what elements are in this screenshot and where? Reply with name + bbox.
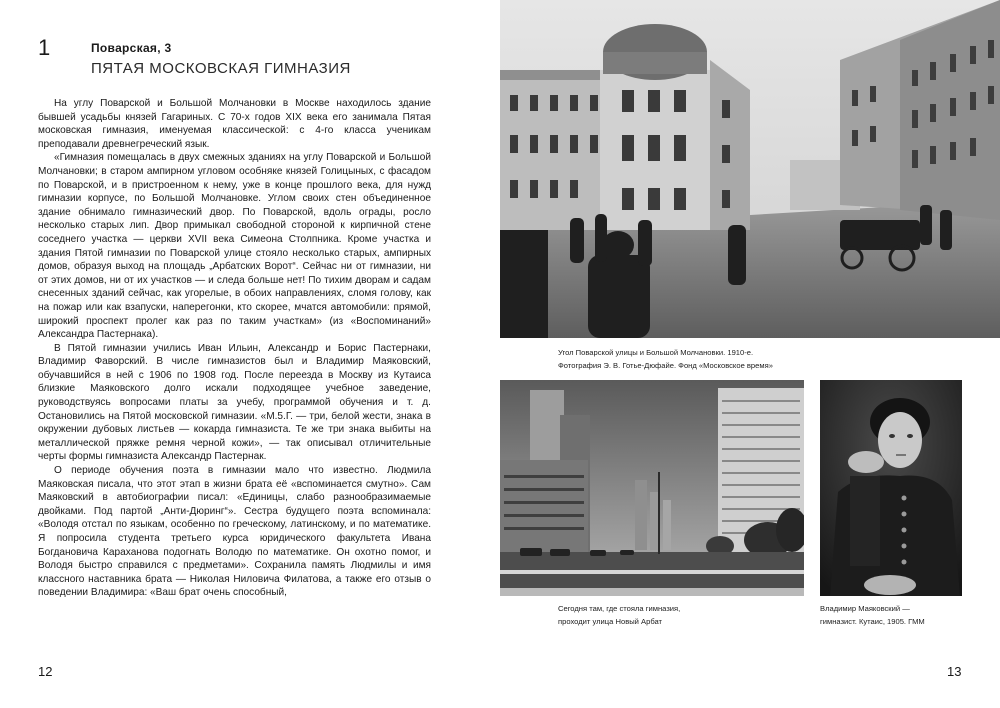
- paragraph: В Пятой гимназии учились Иван Ильин, Александр и Борис Пастернаки, Владимир Фаворский. В числе гимназистов был и Владимир Маяковский, обучавшийся в ней с 1906 по 1908 год. После переезда в Москву из Кутаиса близкие Маяковского долго искали подходящее учебное заведение, руководствуясь вопросами платы за учебу, программой обучения и т. д. Остановились на Пятой московской гимназии. «М.5.Г. — три, белой жести, знака в окружении дубовых листьев — кокарда гимназиста. Те же три знака выбиты на металлической пряжке ремня черной кожи», — так описывал отличительные черты формы гимназиста Александр Пастернак.: [38, 342, 431, 463]
- paragraph: О периоде обучения поэта в гимназии мало что известно. Людмила Маяковская писала, что этот этап в жизни брата её «вспоминается смутно». Сам Маяковский в автобиографии писал: «Единицы, слабо разнообразимаемые двойками. Под партой „Анти-Дюринг“». Сестра будущего поэта вспоминала: «Володя отстал по языкам, особенно по греческому, латинскому, и по математике. Я попросила студента третьего курса юридического факультета Ивана Богдановича Караханова подогнать Володю по математике. Он охотно помог, и Володя быстро справился с предметами». Сохранила память Людмилы и имя классного наставника брата — Николая Ниловича Филатова, а также его отзыв о поведении Владимира: «Ваш брат очень способный,: [38, 465, 431, 599]
- modern-avenue-photo: [500, 380, 804, 596]
- paragraph: На углу Поварской и Большой Молчановки в Москве находилось здание бывшей усадьбы князей Гагариных. С 70-х годов XIX века его занимала Пятая московская гимназия, именуемая классической: с 4-го класса ученикам преподавали древнегреческий язык.: [38, 98, 431, 150]
- caption-line: проходит улица Новый Арбат: [558, 617, 663, 626]
- paragraph: «Гимназия помещалась в двух смежных зданиях на углу Поварской и Большой Молчановки; в старом ампирном угловом особняке князей Голицыных, с фасадом по Поварской, и в пристроенном к нему, уже в конце прошлого века, для нужд гимназии корпусе, по Большой Молчановке. Углом своих стен объединенное здание обнимало гимназический двор. По Поварской, вдоль ограды, росло несколько старых лип. Двор примыкал свободной стороной к кирпичной стене соседнего участка — церкви XVII века Симеона Столпника. Кроме участка и здания Пятой гимназии по Поварской улице стояло несколько старых, ампирных домов, образуя выход на площадь „Арбатских Ворот“. Сейчас ни от гимназии, ни от этих домов, ни от их участков — и следа больше нет! По тихим дворам и садам снесенных зданий сейчас, как угорелые, в обоих направлениях, сломя голову, как на пожар или как взапуски, наперегонки, кто скорее, мчатся автомобили: прямой, широкий проспект пролег как раз по таким участкам» (из «Воспоминаний» Александра Пастернака).: [38, 152, 431, 341]
- body-text: [38, 97, 431, 600]
- caption-line: Фотография Э. В. Готье-Дюфайе. Фонд «Московское время»: [558, 361, 773, 370]
- page-number-left: 12: [38, 664, 53, 679]
- caption-line: Угол Поварской улицы и Большой Молчановки. 1910-е.: [558, 348, 754, 357]
- caption-line: Сегодня там, где стояла гимназия,: [558, 604, 681, 613]
- portrait-photo: [820, 380, 962, 596]
- chapter-number: 1: [38, 35, 51, 60]
- caption-line: Владимир Маяковский —: [820, 604, 910, 613]
- section-address: Поварская, 3: [91, 41, 172, 55]
- caption-portrait-photo: [820, 602, 970, 628]
- page-number-right: 13: [947, 664, 962, 679]
- caption-avenue-photo: [558, 602, 758, 628]
- section-heading: ПЯТАЯ МОСКОВСКАЯ ГИМНАЗИЯ: [91, 60, 351, 77]
- caption-line: гимназист. Кутаис, 1905. ГММ: [820, 617, 925, 626]
- caption-historical-photo: [558, 346, 858, 372]
- left-page: [0, 0, 470, 708]
- historical-street-photo: [500, 0, 1000, 338]
